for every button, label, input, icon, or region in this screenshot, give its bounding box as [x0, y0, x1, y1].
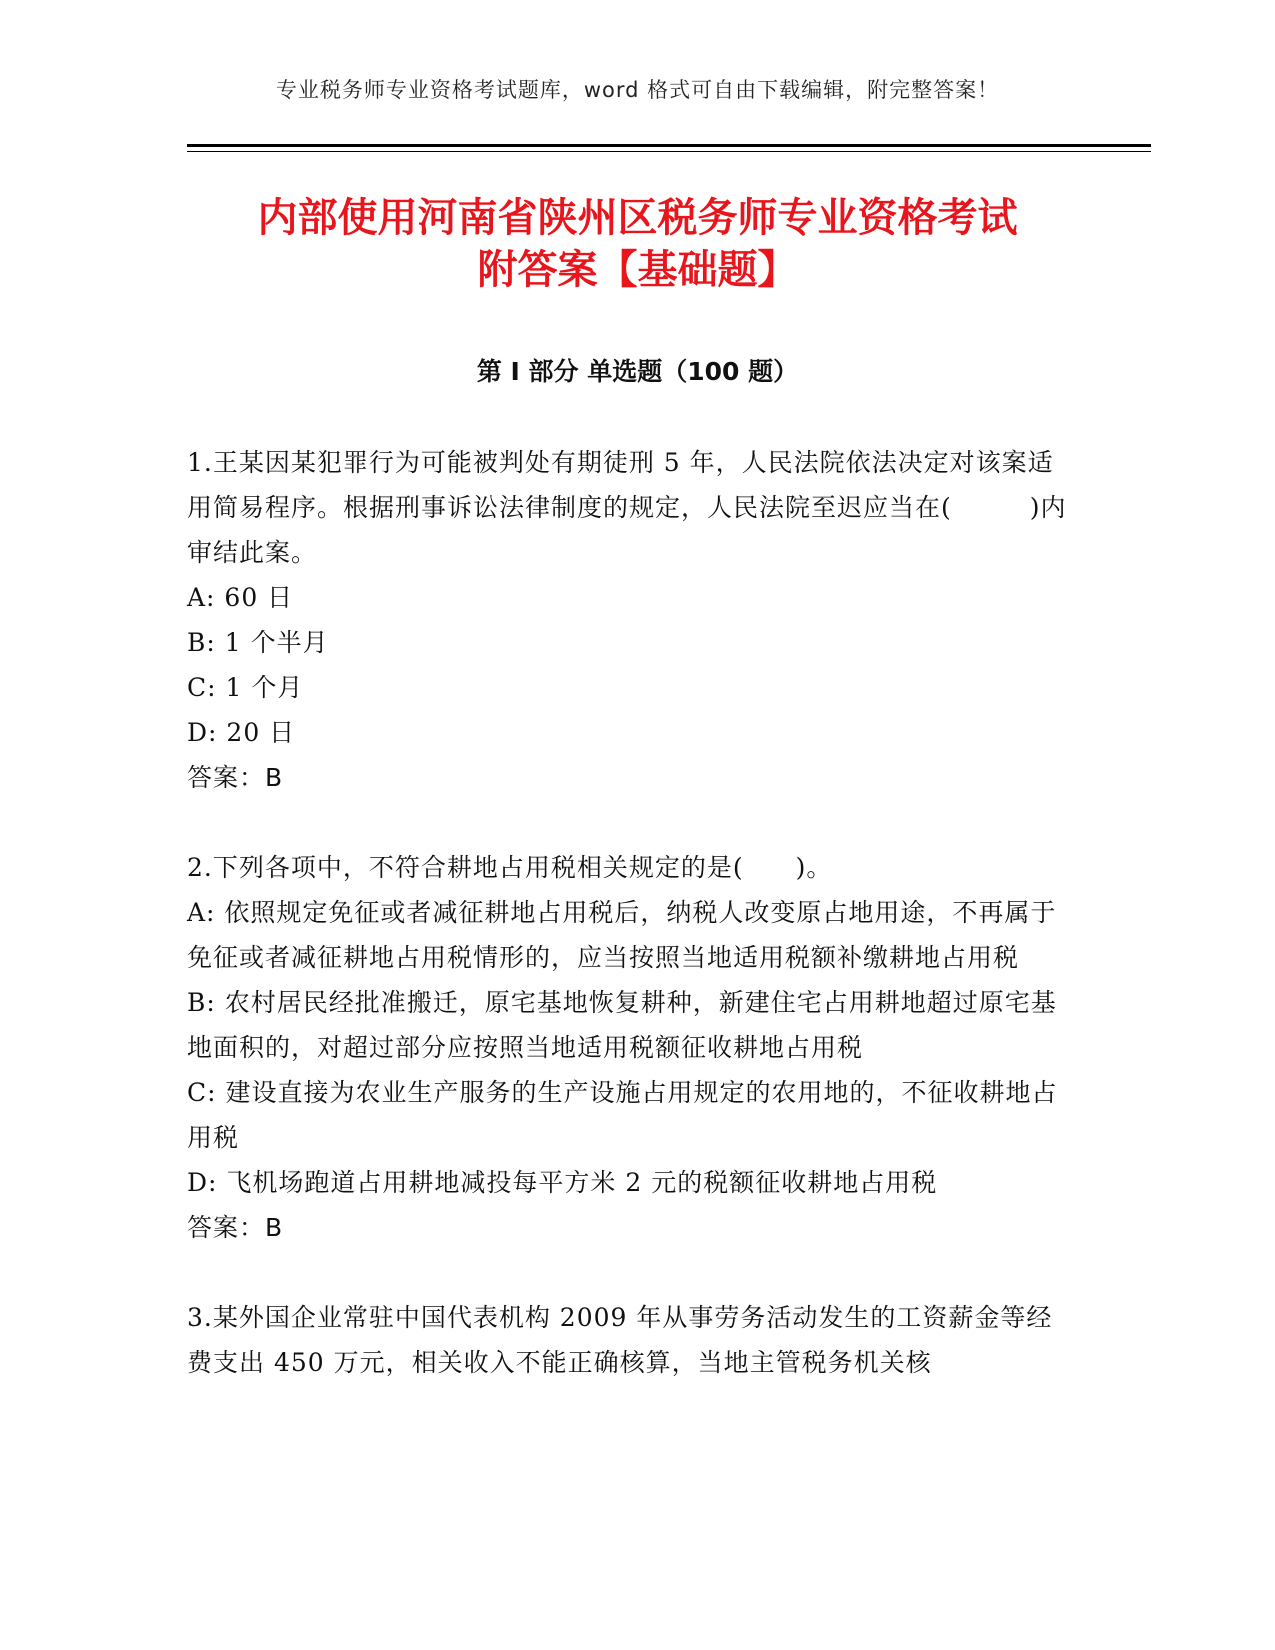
question-stem: 1.王某因某犯罪行为可能被判处有期徒刑 5 年，人民法院依法决定对该案适用简易程序。根据刑事诉讼法律制度的规定，人民法院至迟应当在( )内审结此案。 — [187, 448, 1067, 567]
title-line-2: 附答案【基础题】 — [477, 247, 798, 293]
option-b: B: 1 个半月 — [187, 628, 329, 657]
question-stem: 3.某外国企业常驻中国代表机构 2009 年从事劳务活动发生的工资薪金等经费支出 450 万元，相关收入不能正确核算，当地主管税务机关核 — [187, 1303, 1053, 1377]
question-3 — [187, 1295, 1072, 1385]
question-list — [187, 440, 1072, 1385]
document-title — [150, 192, 1125, 296]
header-rule-thick — [187, 144, 1151, 147]
header-note: 专业税务师专业资格考试题库，word 格式可自由下载编辑，附完整答案！ — [275, 78, 1000, 102]
question-stem: 2.下列各项中，不符合耕地占用税相关规定的是( )。 — [187, 853, 833, 882]
title-line-1: 内部使用河南省陕州区税务师专业资格考试 — [257, 195, 1018, 241]
question-1 — [187, 440, 1072, 800]
answer: 答案：B — [187, 1213, 284, 1242]
option-a: A: 60 日 — [187, 583, 294, 612]
option-d: D: 飞机场跑道占用耕地减投每平方米 2 元的税额征收耕地占用税 — [187, 1168, 938, 1197]
answer: 答案：B — [187, 763, 284, 792]
option-b: B: 农村居民经批准搬迁，原宅基地恢复耕种，新建住宅占用耕地超过原宅基地面积的，对超过部分应按照当地适用税额征收耕地占用税 — [187, 988, 1057, 1062]
option-c: C: 1 个月 — [187, 673, 304, 702]
question-2 — [187, 845, 1072, 1250]
option-d: D: 20 日 — [187, 718, 296, 747]
option-a: A: 依照规定免征或者减征耕地占用税后，纳税人改变原占地用途，不再属于免征或者减征耕地占用税情形的，应当按照当地适用税额补缴耕地占用税 — [187, 898, 1057, 972]
header-rule-thin — [187, 151, 1151, 152]
option-c: C: 建设直接为农业生产服务的生产设施占用规定的农用地的，不征收耕地占用税 — [187, 1078, 1058, 1152]
section-title: 第 I 部分 单选题（100 题） — [476, 357, 799, 386]
